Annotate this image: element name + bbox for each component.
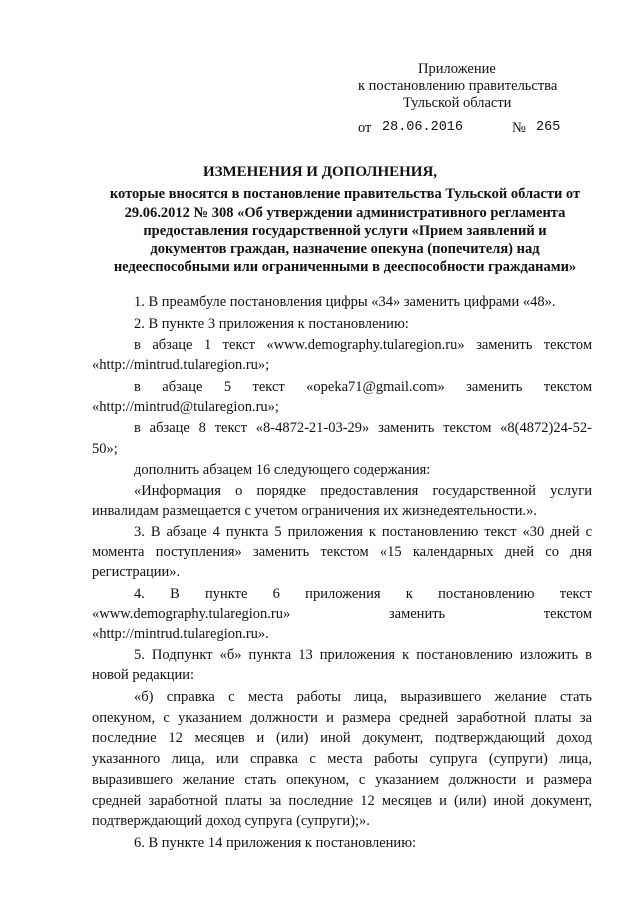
paragraph-5-line: 5. Подпункт «б» пункта 13 приложения к постановлению изложить в — [134, 647, 592, 663]
subtitle-line: которые вносятся в постановление правительства Тульской области от — [109, 186, 581, 202]
paragraph-3-line: момента поступления» заменить текстом «15 календарных дней со дня — [92, 544, 592, 560]
paragraph-5a-line: «б) справка с места работы лица, выразившего желание стать — [134, 689, 592, 705]
paragraph-3-line: регистрации». — [92, 564, 181, 580]
appendix-label: Приложение — [418, 61, 496, 77]
paragraph-2d: дополнить абзацем 16 следующего содержания: — [134, 462, 431, 478]
paragraph-4-line: «www.demography.tularegion.ru» заменить текстом — [92, 606, 592, 622]
paragraph-2e-line: «Информация о порядке предоставления государственной услуги — [134, 483, 592, 499]
appendix-decree-ref: к постановлению правительства — [358, 78, 558, 94]
decree-number: 265 — [536, 120, 561, 135]
subtitle-line: недееспособными или ограниченными в дееспособности гражданами» — [113, 259, 577, 275]
decree-date: 28.06.2016 — [382, 120, 464, 135]
paragraph-2e-line: инвалидам размещается с учетом ограничения их жизнедеятельности.». — [92, 503, 538, 519]
number-prefix: № — [512, 120, 526, 136]
paragraph-5a-line: средней заработной платы за последние 12 месяцев и (или) иной документ, — [92, 793, 592, 809]
paragraph-2c-line: 50»; — [92, 441, 118, 457]
appendix-region: Тульской области — [403, 95, 512, 111]
paragraph-2a-line: в абзаце 1 текст «www.demography.tularegion.ru» заменить текстом — [134, 337, 592, 353]
paragraph-1: 1. В преамбуле постановления цифры «34» заменить цифрами «48». — [134, 294, 556, 310]
paragraph-5a-line: указанного лица, или справка с места работы супруга (супруги) лица, — [92, 751, 592, 767]
paragraph-4-line: «http://mintrud.tularegion.ru». — [92, 626, 269, 642]
paragraph-2a-line: «http://mintrud.tularegion.ru»; — [92, 357, 270, 373]
document-heading: ИЗМЕНЕНИЯ И ДОПОЛНЕНИЯ, — [202, 164, 438, 180]
paragraph-2b-line: «http://mintrud@tularegion.ru»; — [92, 399, 279, 415]
subtitle-line: 29.06.2012 № 308 «Об утверждении административного регламента — [124, 205, 566, 221]
subtitle-line: предоставления государственной услуги «Прием заявлений и — [143, 223, 547, 239]
paragraph-5-line: новой редакции: — [92, 667, 195, 683]
paragraph-4-line: 4. В пункте 6 приложения к постановлению текст — [134, 586, 592, 602]
paragraph-6: 6. В пункте 14 приложения к постановлению: — [134, 835, 417, 851]
subtitle-line: документов граждан, назначение опекуна (попечителя) над — [150, 241, 540, 257]
paragraph-2c-line: в абзаце 8 текст «8-4872-21-03-29» заменить текстом «8(4872)24-52- — [134, 420, 592, 436]
paragraph-5a-line: последние 12 месяцев и (или) иной документ, подтверждающий доход — [92, 730, 592, 746]
date-prefix: от — [358, 120, 372, 136]
paragraph-2b-line: в абзаце 5 текст «opeka71@gmail.com» заменить текстом — [134, 379, 592, 395]
paragraph-5a-line: выразившего желание стать опекуном, с указанием должности и размера — [92, 772, 592, 788]
paragraph-3-line: 3. В абзаце 4 пункта 5 приложения к постановлению текст «30 дней с — [134, 524, 592, 540]
paragraph-5a-line: опекуном, с указанием должности и размера средней заработной платы за — [92, 710, 592, 726]
paragraph-2: 2. В пункте 3 приложения к постановлению: — [134, 316, 409, 332]
paragraph-5a-line: подтверждающий доход супруга (супруги);». — [92, 813, 370, 829]
